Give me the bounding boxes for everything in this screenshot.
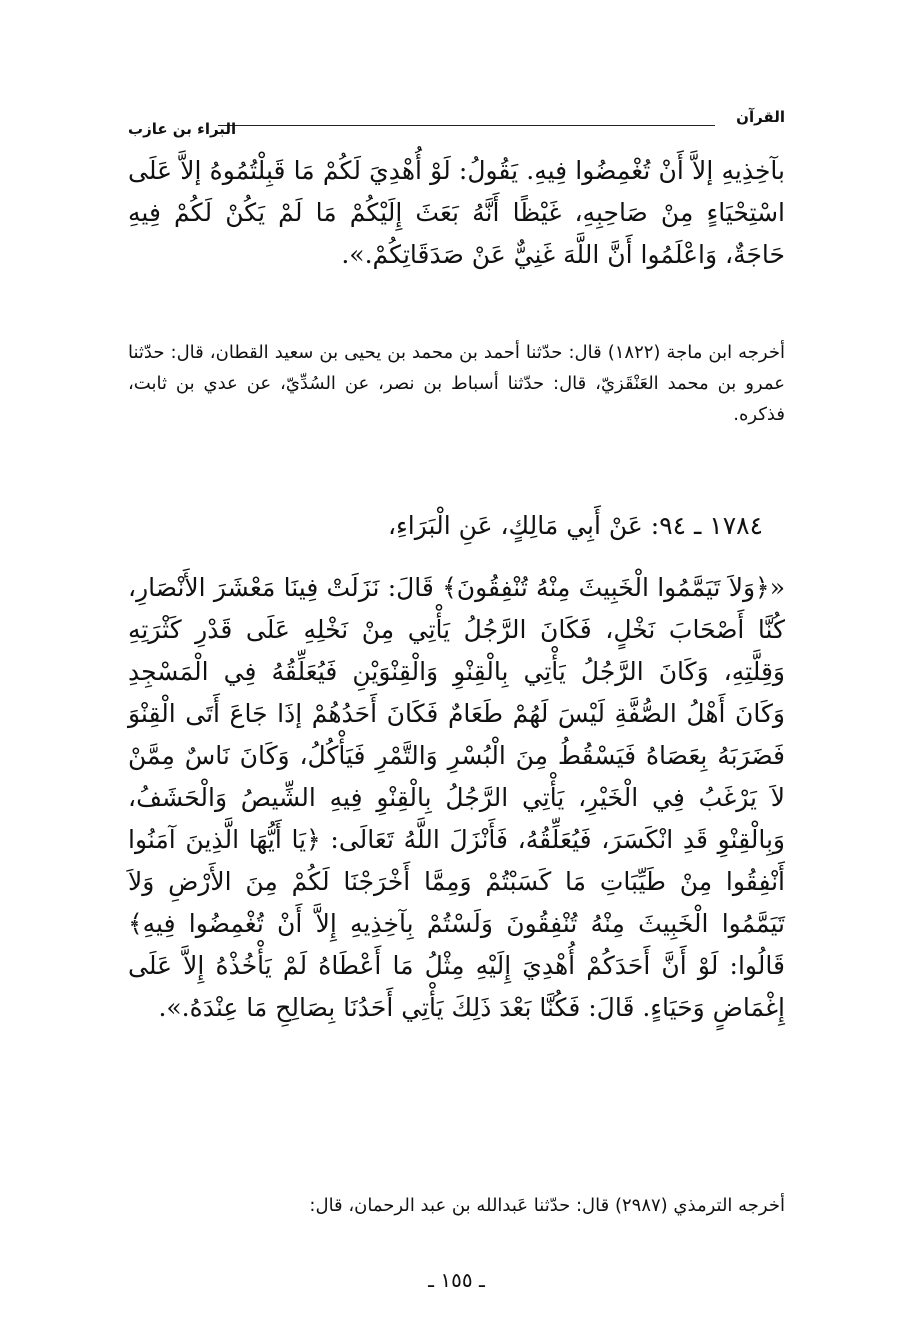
header-rule: [218, 125, 715, 126]
hadith-continuation-text: بآخِذِيهِ إلاَّ أَنْ تُغْمِضُوا فِيهِ. يَقُولُ: لَوْ أُهْدِيَ لَكُمْ مَا قَبِلْتُمُوهُ إلاَّ عَلَى اسْتِحْيَاءٍ مِنْ صَاحِبِهِ، غَيْظًا أَنَّهُ بَعَثَ إِلَيْكُمْ مَا لَمْ يَكُنْ لَكُمْ فِيهِ حَاجَةٌ، وَاعْلَمُوا أَنَّ اللَّهَ غَنِيٌّ عَنْ صَدَقَاتِكُمْ.».: [128, 156, 785, 269]
page-number: ـ ١٥٥ ـ: [428, 1268, 485, 1292]
hadith-heading: ١٧٨٤ ـ ٩٤: عَنْ أَبِي مَالِكٍ، عَنِ الْبَرَاءِ،: [387, 511, 763, 540]
source-note-ibn-majah: أخرجه ابن ماجة (١٨٢٢) قال: حدّثنا أحمد بن محمد بن يحيى بن سعيد القطان، قال: حدّثنا عمرو بن محمد العَنْقَزيّ، قال: حدّثنا أسباط بن نصر، عن السُدِّيّ، عن عدي بن ثابت، فذكره.: [128, 342, 785, 425]
source-note-tirmidhi: أخرجه الترمذي (٢٩٨٧) قال: حدّثنا عَبدالله بن عبد الرحمان، قال:: [309, 1195, 785, 1216]
chapter-title: البراء بن عازب: [128, 120, 237, 138]
running-header: [128, 108, 785, 138]
hadith-body-text: «﴿وَلاَ تَيَمَّمُوا الْخَبِيثَ مِنْهُ تُنْفِقُونَ﴾ قَالَ: نَزَلَتْ فِينَا مَعْشَرَ الأَنْصَارِ، كُنَّا أَصْحَابَ نَخْلٍ، فَكَانَ الرَّجُلُ يَأْتِي مِنْ نَخْلِهِ عَلَى قَدْرِ كَثْرَتِهِ وَقِلَّتِهِ، وَكَانَ الرَّجُلُ يَأْتِي بِالْقِنْوِ وَالْقِنْوَيْنِ فَيُعَلِّقُهُ فِي الْمَسْجِدِ وَكَانَ أَهْلُ الصُّفَّةِ لَيْسَ لَهُمْ طَعَامٌ فَكَانَ أَحَدُهُمْ إذَا جَاعَ أَتَى الْقِنْوَ فَضَرَبَهُ بِعَصَاهُ فَيَسْقُطُ مِنَ الْبُسْرِ وَالتَّمْرِ فَيَأْكُلُ، وَكَانَ نَاسٌ مِمَّنْ لاَ يَرْغَبُ فِي الْخَيْرِ، يَأْتِي الرَّجُلُ بِالْقِنْوِ فِيهِ الشِّيصُ وَالْحَشَفُ، وَبِالْقِنْوِ قَدِ انْكَسَرَ، فَيُعَلِّقُهُ، فَأَنْزَلَ اللَّهُ تَعَالَى: ﴿يَا أَيُّهَا الَّذِينَ آمَنُوا أَنْفِقُوا مِنْ طَيِّبَاتِ مَا كَسَبْتُمْ وَمِمَّا أَخْرَجْنَا لَكُمْ مِنَ الأَرْضِ وَلاَ تَيَمَّمُوا الْخَبِيثَ مِنْهُ تُنْفِقُونَ وَلَسْتُمْ بِآخِذِيهِ إِلاَّ أَنْ تُغْمِضُوا فِيهِ﴾ قَالُوا: لَوْ أَنَّ أَحَدَكُمْ أُهْدِيَ إِلَيْهِ مِثْلُ مَا أَعْطَاهُ لَمْ يَأْخُذْهُ إِلاَّ عَلَى إِغْمَاضٍ وَحَيَاءٍ. قَالَ: فَكُنَّا بَعْدَ ذَلِكَ يَأْتِي أَحَدُنَا بِصَالِحِ مَا عِنْدَهُ.».: [128, 573, 785, 1022]
book-title: القرآن: [736, 108, 785, 126]
